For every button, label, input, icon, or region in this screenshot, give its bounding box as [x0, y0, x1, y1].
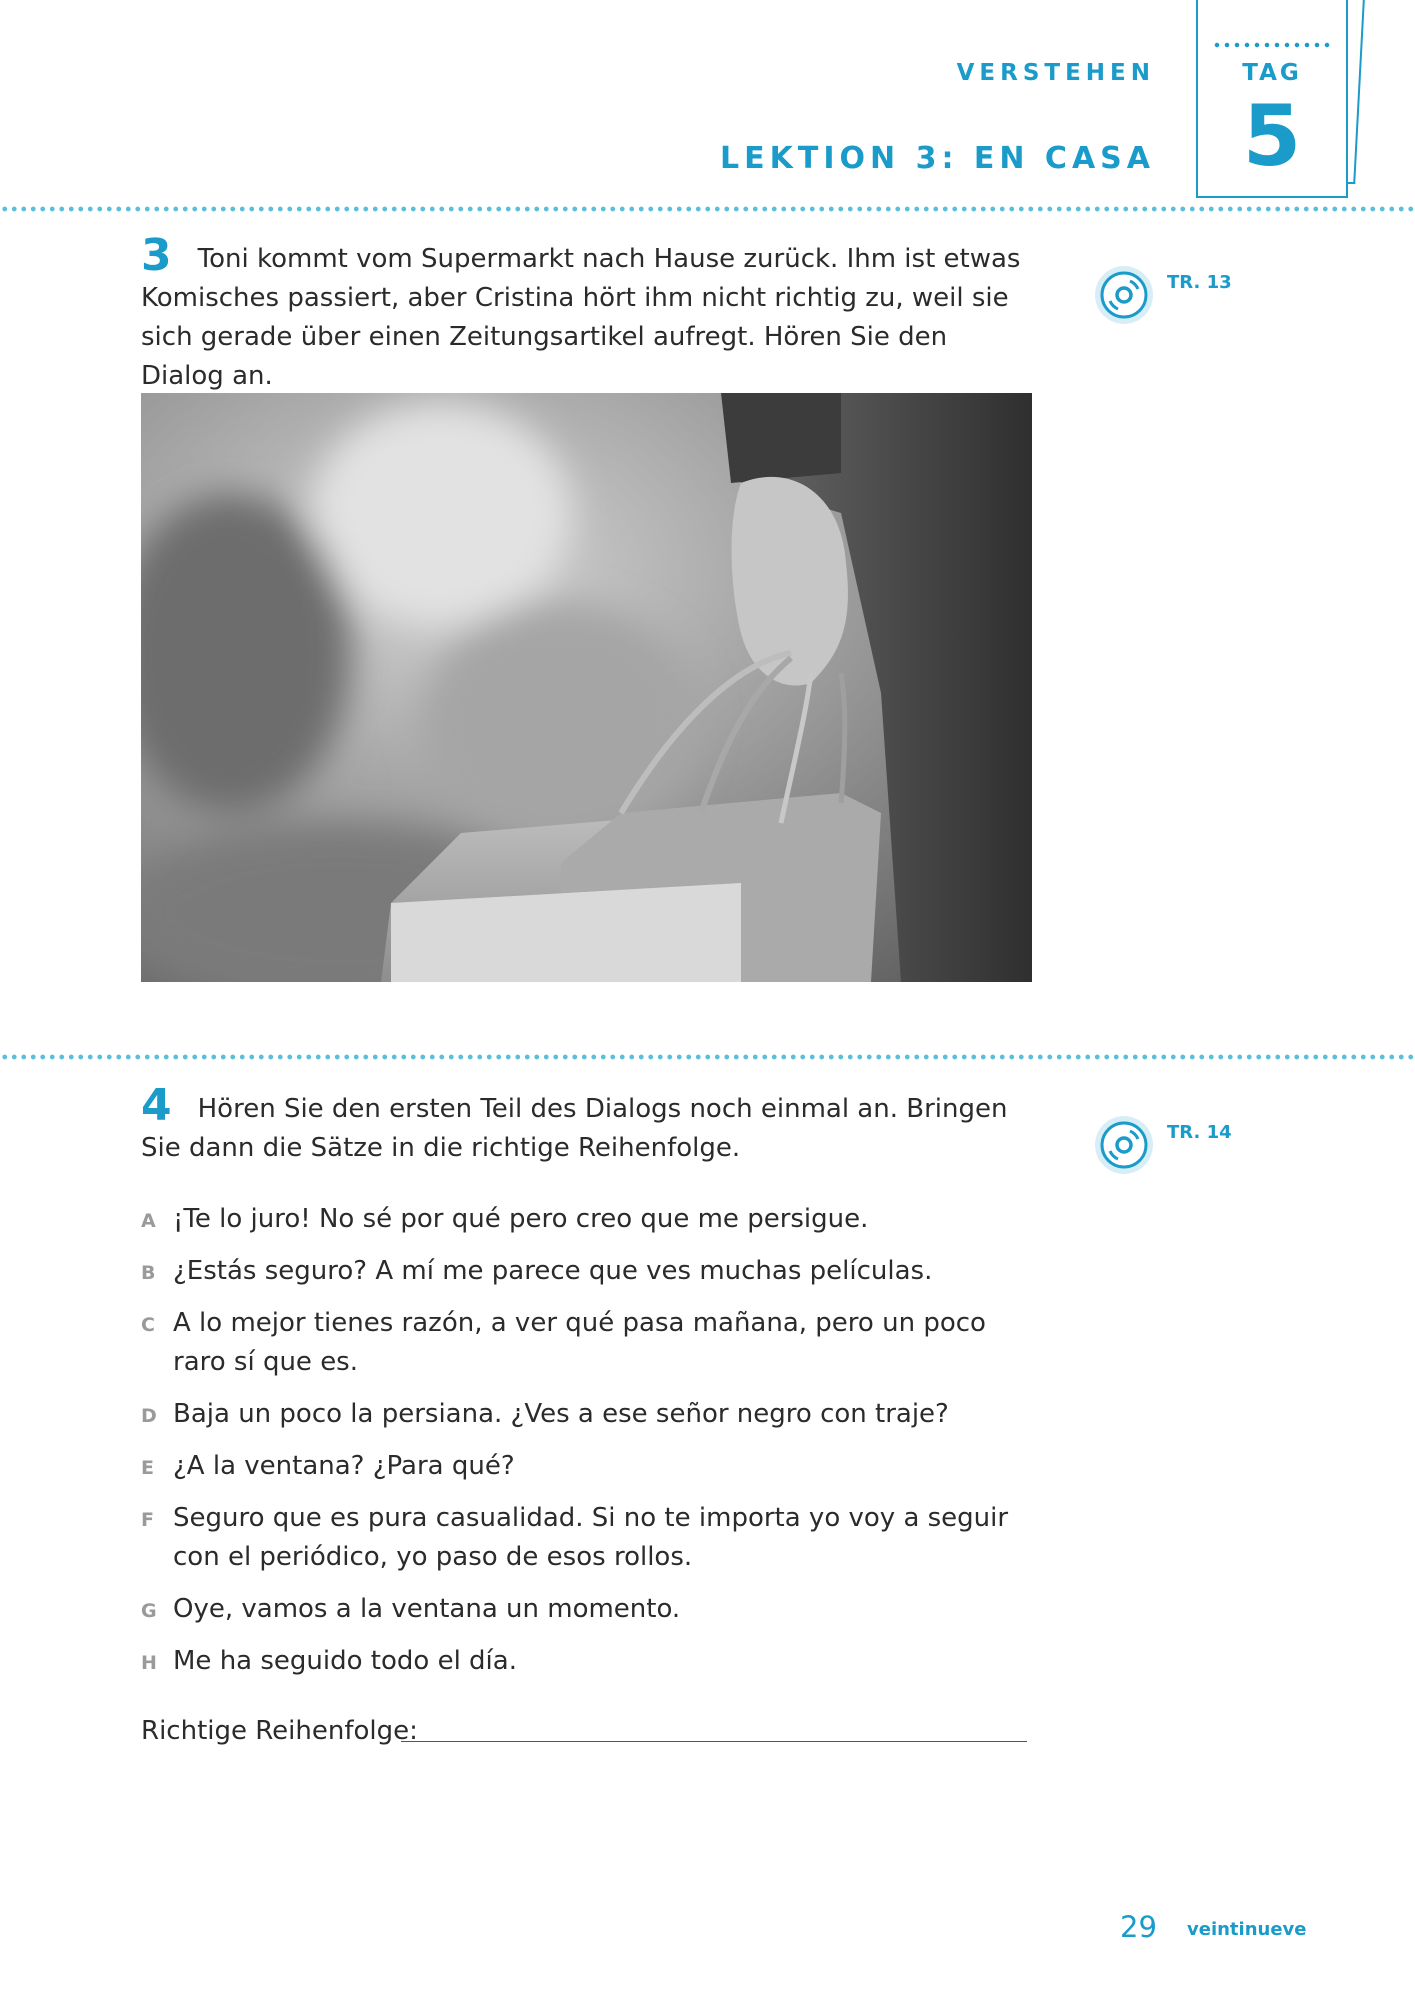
- item-text: Oye, vamos a la ventana un momento.: [173, 1594, 681, 1624]
- audio-cd-icon[interactable]: [1094, 265, 1154, 325]
- track-label-14: TR. 14: [1167, 1122, 1232, 1143]
- item-letter: C: [141, 1314, 155, 1336]
- item-text: ¡Te lo juro! No sé por qué pero creo que me persigue.: [173, 1204, 869, 1234]
- order-answer-field[interactable]: [401, 1741, 1027, 1742]
- item-text: ¿A la ventana? ¿Para qué?: [173, 1451, 515, 1481]
- sentence-list: [141, 1200, 1041, 1694]
- page-number: 29: [1120, 1910, 1157, 1944]
- item-letter: D: [141, 1405, 157, 1427]
- exercise-4-instruction: [141, 1080, 1021, 1168]
- item-letter: A: [141, 1210, 156, 1232]
- tag-label: TAG: [1242, 60, 1302, 86]
- item-text: Me ha seguido todo el día.: [173, 1646, 517, 1676]
- list-item: [141, 1590, 1041, 1629]
- item-letter: G: [141, 1600, 157, 1622]
- item-letter: F: [141, 1509, 154, 1531]
- list-item: [141, 1499, 1053, 1577]
- list-item: [141, 1304, 993, 1382]
- order-label: Richtige Reihenfolge:: [141, 1716, 418, 1746]
- item-letter: B: [141, 1262, 156, 1284]
- list-item: [141, 1395, 1041, 1434]
- audio-cd-icon[interactable]: [1094, 1115, 1154, 1175]
- exercise-3-text: Toni kommt vom Supermarkt nach Hause zurück. Ihm ist etwas Komisches passiert, aber Cristina hört ihm nicht richtig zu, weil sie sich gerade über einen Zeitungsartikel aufregt. Hören Sie den Dialog an.: [141, 244, 1021, 391]
- list-item: [141, 1200, 1041, 1239]
- item-letter: H: [141, 1652, 157, 1674]
- section-title: VERSTEHEN: [956, 60, 1155, 86]
- tag-number: 5: [1242, 87, 1302, 185]
- shopping-bags-photo: [141, 393, 1032, 982]
- lesson-title: LEKTION 3: EN CASA: [720, 141, 1155, 176]
- list-item: [141, 1252, 1041, 1291]
- list-item: [141, 1642, 1041, 1681]
- exercise-4-text: Hören Sie den ersten Teil des Dialogs noch einmal an. Bringen Sie dann die Sätze in die richtige Reihenfolge.: [141, 1094, 1008, 1163]
- item-letter: E: [141, 1457, 154, 1479]
- dotted-divider-middle: [0, 1054, 1415, 1060]
- track-label-13: TR. 13: [1167, 272, 1232, 293]
- item-text: ¿Estás seguro? A mí me parece que ves muchas películas.: [173, 1256, 933, 1286]
- tag-dots-divider: [1212, 42, 1334, 48]
- dotted-divider-top: [0, 206, 1415, 212]
- item-text: A lo mejor tienes razón, a ver qué pasa mañana, pero un poco raro sí que es.: [173, 1308, 986, 1377]
- exercise-3-number: 3: [141, 230, 172, 281]
- exercise-3-instruction: [141, 230, 1021, 396]
- tag-tab: [1196, 0, 1348, 198]
- page-number-word: veintinueve: [1187, 1919, 1307, 1940]
- item-text: Baja un poco la persiana. ¿Ves a ese señor negro con traje?: [173, 1399, 949, 1429]
- list-item: [141, 1447, 1041, 1486]
- exercise-4-number: 4: [141, 1080, 172, 1131]
- item-text: Seguro que es pura casualidad. Si no te importa yo voy a seguir con el periódico, yo paso de esos rollos.: [173, 1503, 1009, 1572]
